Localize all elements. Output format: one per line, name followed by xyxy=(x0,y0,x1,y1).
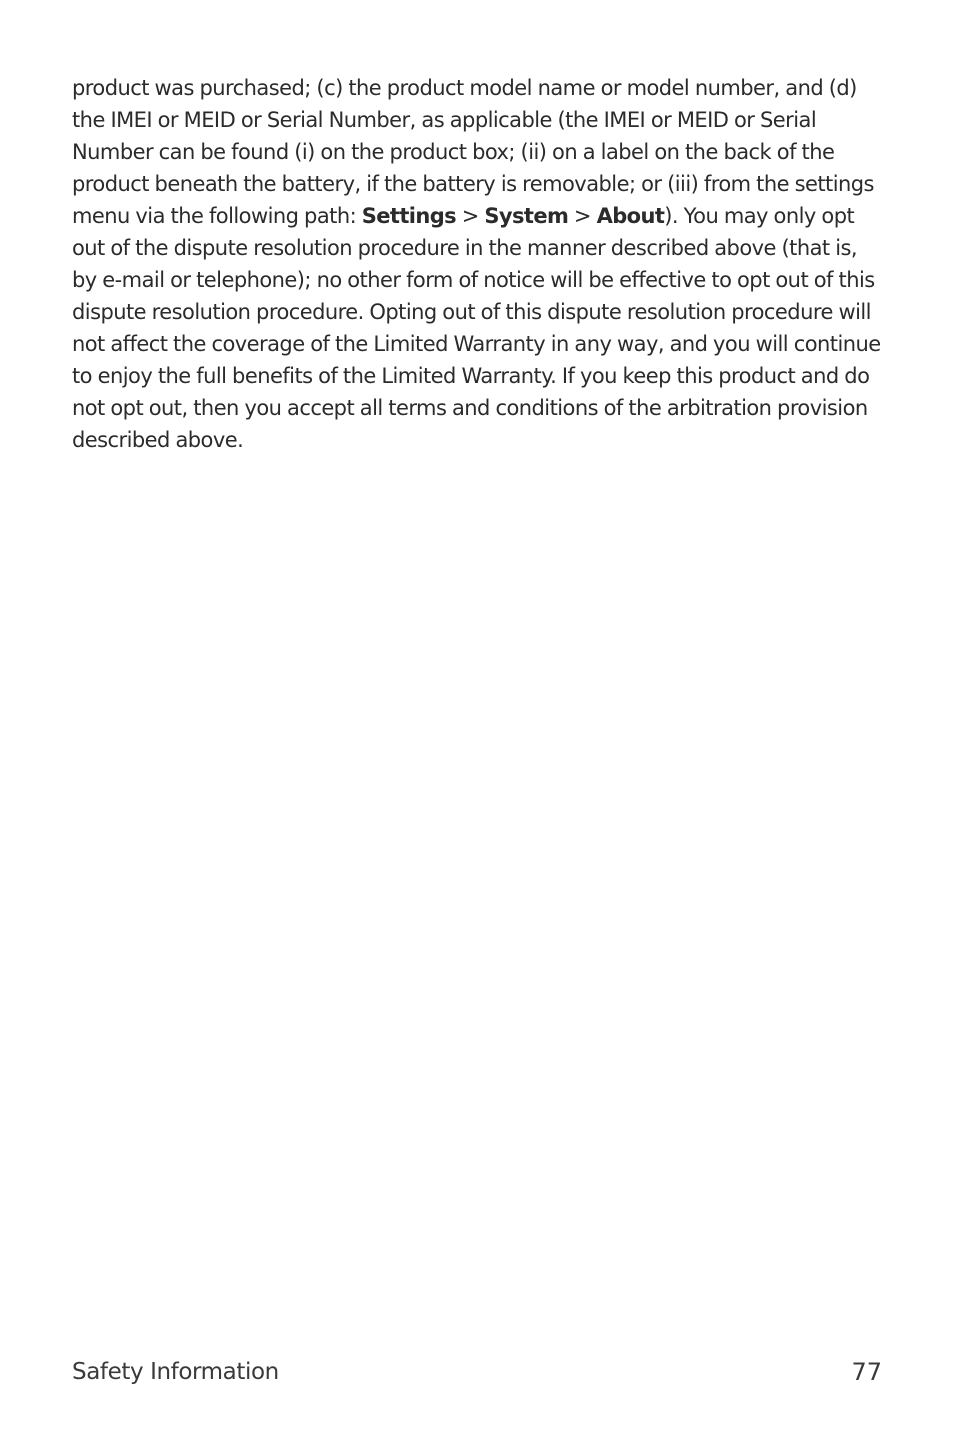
path-settings: Settings xyxy=(361,204,457,228)
paragraph-text-start: product was purchased; (c) the product model name or model number, and (d) the IMEI or MEID or Serial Number, as applicable (the IMEI or MEID or Serial Number can be found (i) on the product box; (ii) on a label on the back of the product beneath the battery, if the battery is removable; or (iii) from the settings menu via the following path: xyxy=(72,76,874,228)
path-about: About xyxy=(596,204,665,228)
path-separator: > xyxy=(456,204,485,228)
paragraph-text-end: ). You may only opt out of the dispute resolution procedure in the manner described above (that is, by e-mail or telephone); no other form of notice will be effective to opt out of this dispute resolution procedure. Opting out of this dispute resolution procedure will not affect the coverage of the Limited Warranty in any way, and you will continue to enjoy the full benefits of the Limited Warranty. If you keep this product and do not opt out, then you accept all terms and conditions of the arbitration provision described above. xyxy=(72,204,881,452)
page-number: 77 xyxy=(851,1358,882,1386)
footer-section-title: Safety Information xyxy=(72,1359,279,1385)
body-paragraph xyxy=(72,72,884,456)
path-system: System xyxy=(484,204,569,228)
path-separator: > xyxy=(568,204,597,228)
